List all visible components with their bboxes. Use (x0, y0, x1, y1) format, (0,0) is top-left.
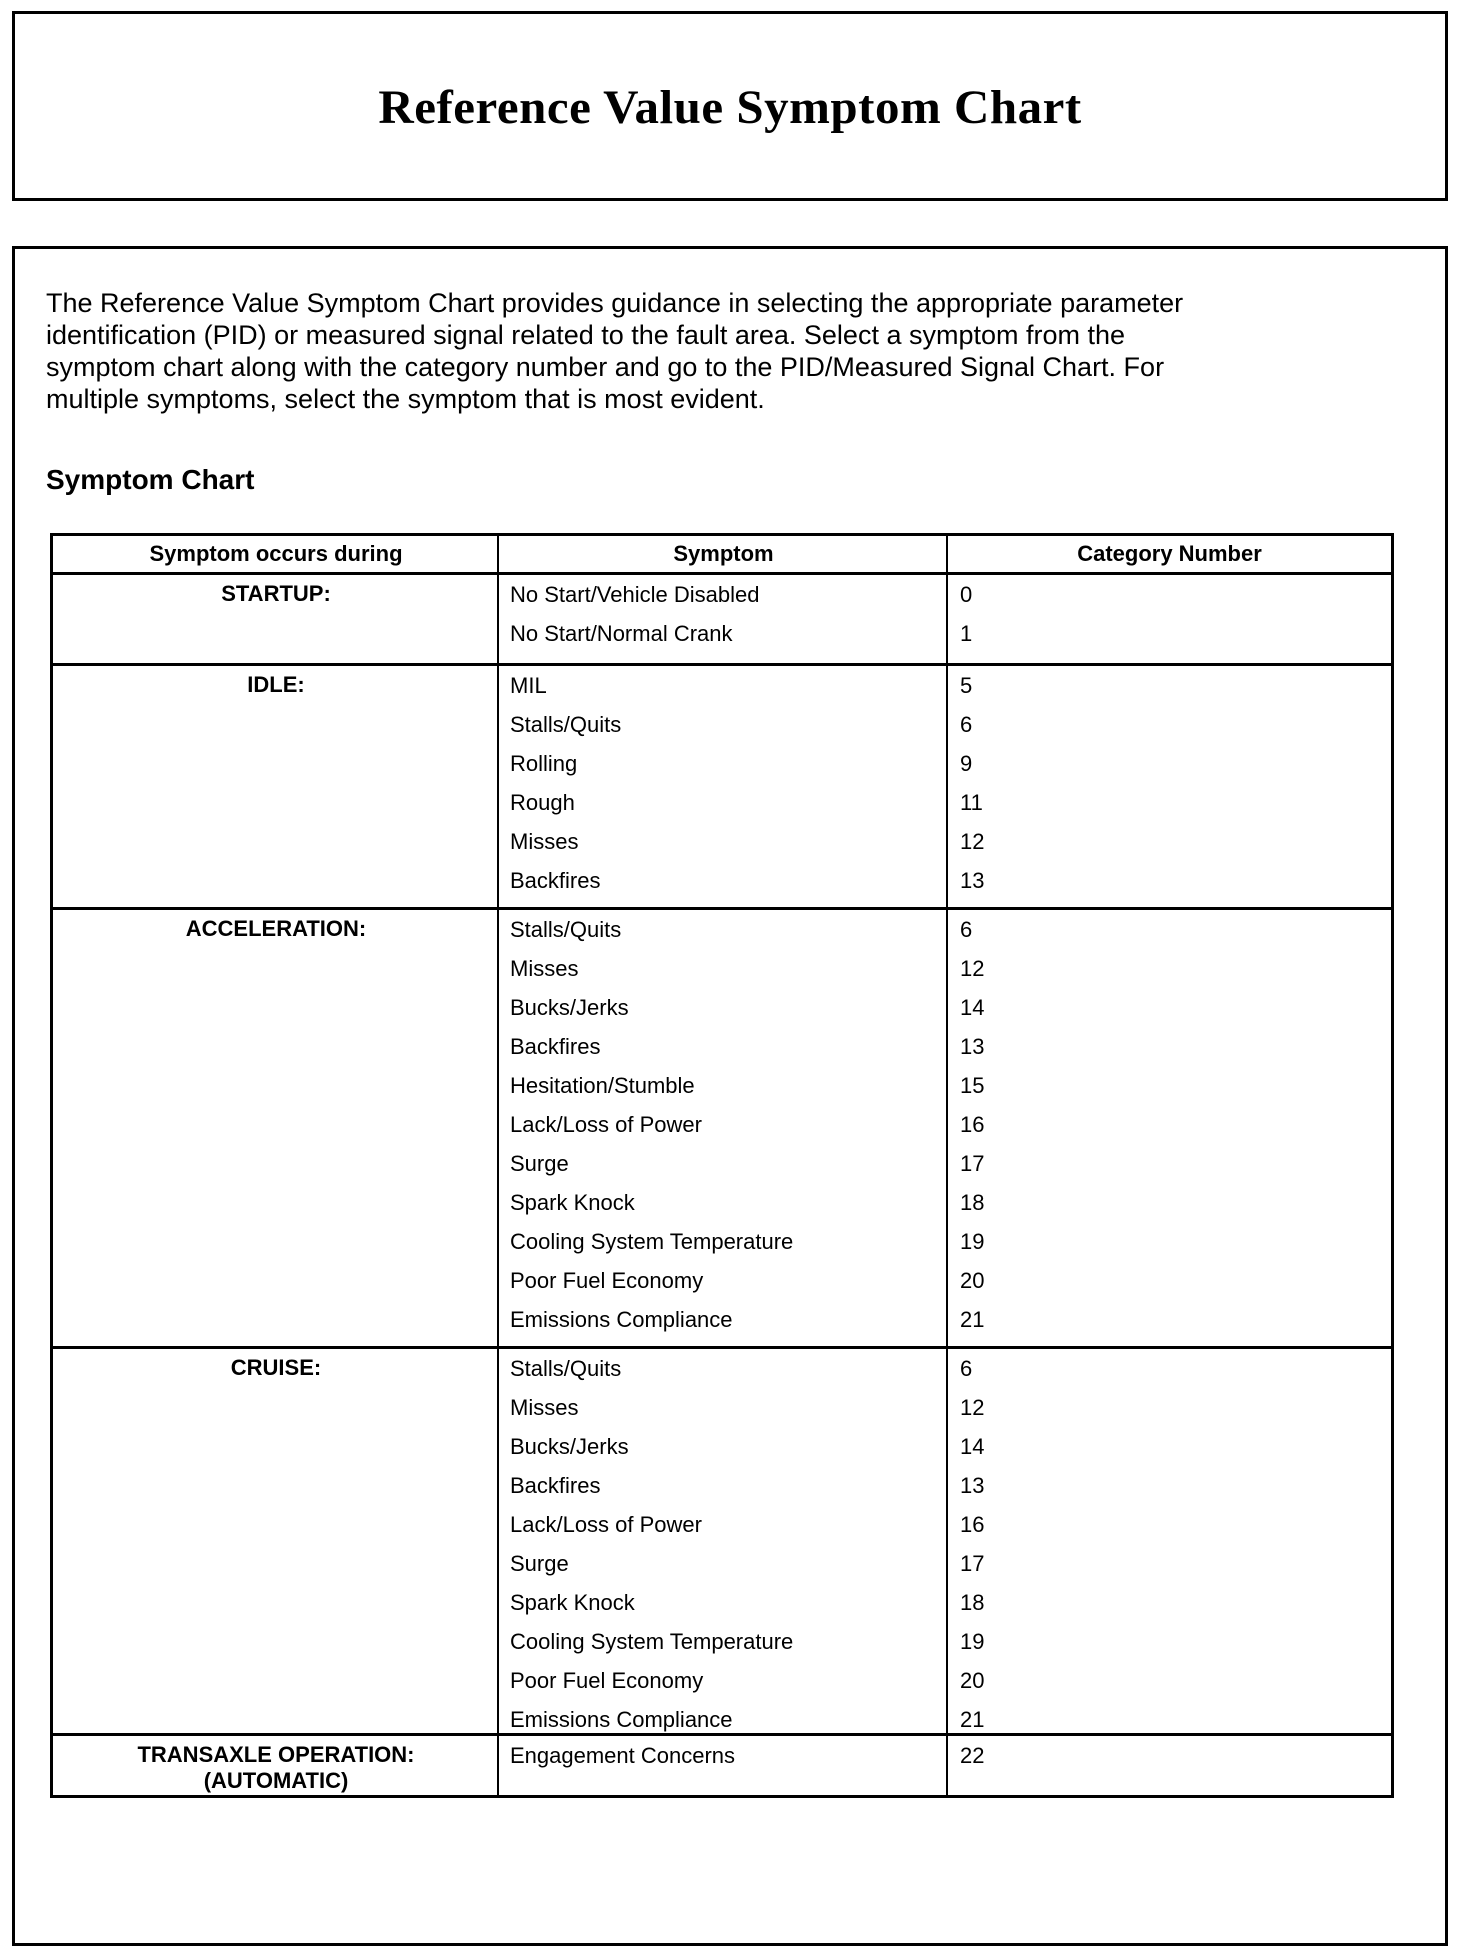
symptom-cell: Rolling (510, 751, 578, 776)
header-category-number: Category Number (1077, 541, 1262, 566)
table-row (53, 1354, 1391, 1393)
table-row (53, 1305, 1391, 1344)
symptom-cell: Backfires (510, 868, 601, 893)
category-cell: 22 (960, 1743, 985, 1768)
title-box (12, 11, 1448, 201)
table-row (53, 788, 1391, 827)
table-row (53, 671, 1391, 710)
symptom-cell: Poor Fuel Economy (510, 1668, 704, 1693)
category-cell: 18 (960, 1190, 985, 1215)
category-cell: 20 (960, 1268, 985, 1293)
symptom-cell: Bucks/Jerks (510, 1434, 629, 1459)
symptom-cell: Cooling System Temperature (510, 1229, 794, 1254)
table-row (53, 1266, 1391, 1305)
category-cell: 14 (960, 1434, 985, 1459)
table-row (53, 1666, 1391, 1705)
category-cell: 11 (960, 790, 983, 815)
symptom-cell: Misses (510, 1395, 579, 1420)
symptom-cell: Spark Knock (510, 1190, 635, 1215)
symptom-cell: No Start/Normal Crank (510, 621, 733, 646)
table-row (53, 1071, 1391, 1110)
table-row (53, 954, 1391, 993)
symptom-cell: Stalls/Quits (510, 917, 622, 942)
category-cell: 17 (960, 1551, 985, 1576)
symptom-cell: Stalls/Quits (510, 712, 622, 737)
intro-line: symptom chart along with the category number and go to the PID/Measured Signal Chart. For (46, 352, 1165, 382)
category-cell: 5 (960, 673, 973, 698)
table-row (53, 1471, 1391, 1510)
symptom-cell: Emissions Compliance (510, 1707, 733, 1732)
symptom-cell: Surge (510, 1551, 569, 1576)
category-cell: 17 (960, 1151, 985, 1176)
symptom-cell: Misses (510, 956, 579, 981)
category-cell: 0 (960, 582, 973, 607)
symptom-cell: Spark Knock (510, 1590, 635, 1615)
intro-line: The Reference Value Symptom Chart provides guidance in selecting the appropriate parameter (46, 288, 1184, 318)
table-row (53, 1110, 1391, 1149)
table-row (53, 993, 1391, 1032)
group-label-line: TRANSAXLE OPERATION: (137, 1742, 415, 1767)
category-cell: 18 (960, 1590, 985, 1615)
symptom-cell: Bucks/Jerks (510, 995, 629, 1020)
category-cell: 16 (960, 1112, 985, 1137)
table-header (53, 536, 1391, 575)
header-symptom: Symptom (673, 541, 774, 566)
category-cell: 21 (960, 1307, 985, 1332)
symptom-cell: No Start/Vehicle Disabled (510, 582, 760, 607)
category-cell: 9 (960, 751, 973, 776)
category-cell: 6 (960, 917, 973, 942)
intro-paragraph (46, 287, 1426, 415)
section-heading: Symptom Chart (46, 464, 255, 495)
table-row (53, 1149, 1391, 1188)
symptom-cell: Stalls/Quits (510, 1356, 622, 1381)
table-row (53, 1188, 1391, 1227)
table-row (53, 1588, 1391, 1627)
table-row (53, 1549, 1391, 1588)
category-cell: 14 (960, 995, 985, 1020)
symptom-cell: Engagement Concerns (510, 1743, 736, 1768)
table-row (53, 827, 1391, 866)
group-label: CRUISE: (230, 1355, 322, 1380)
category-cell: 21 (960, 1707, 985, 1732)
category-cell: 13 (960, 1473, 985, 1498)
category-cell: 19 (960, 1229, 985, 1254)
category-cell: 6 (960, 1356, 973, 1381)
category-cell: 6 (960, 712, 973, 737)
table-row (53, 749, 1391, 788)
group-label: IDLE: (247, 672, 305, 697)
table-row (53, 710, 1391, 749)
group-cruise (53, 1349, 1391, 1736)
intro-line: multiple symptoms, select the symptom that is most evident. (46, 384, 765, 414)
symptom-cell: Poor Fuel Economy (510, 1268, 704, 1293)
category-cell: 12 (960, 829, 985, 854)
category-cell: 13 (960, 868, 985, 893)
table-row (53, 1510, 1391, 1549)
symptom-cell: Rough (510, 790, 575, 815)
symptom-cell: Lack/Loss of Power (510, 1112, 702, 1137)
category-cell: 16 (960, 1512, 985, 1537)
category-cell: 19 (960, 1629, 985, 1654)
group-sublabel: (AUTOMATIC) (203, 1768, 349, 1793)
table-row (53, 1227, 1391, 1266)
group-acceleration (53, 910, 1391, 1349)
table-row (53, 866, 1391, 905)
symptom-table (50, 533, 1394, 1798)
symptom-cell: Misses (510, 829, 579, 854)
symptom-cell: Emissions Compliance (510, 1307, 733, 1332)
symptom-cell: Backfires (510, 1473, 601, 1498)
table-row (53, 1432, 1391, 1471)
table-row (53, 580, 1391, 619)
table-row (53, 915, 1391, 954)
content-box (12, 246, 1448, 1946)
page-title: Reference Value Symptom Chart (378, 81, 1082, 134)
category-cell: 13 (960, 1034, 985, 1059)
table-row (53, 619, 1391, 658)
group-label: STARTUP: (221, 581, 331, 606)
symptom-cell: MIL (510, 673, 547, 698)
table-row (53, 1741, 1391, 1780)
symptom-cell: Cooling System Temperature (510, 1629, 794, 1654)
symptom-cell: Backfires (510, 1034, 601, 1059)
header-symptom-occurs-during: Symptom occurs during (149, 541, 403, 566)
symptom-cell: Surge (510, 1151, 569, 1176)
category-cell: 15 (960, 1073, 985, 1098)
table-row (53, 1627, 1391, 1666)
category-cell: 1 (960, 621, 973, 646)
category-cell: 12 (960, 956, 985, 981)
symptom-cell: Hesitation/Stumble (510, 1073, 695, 1098)
table-row (53, 1032, 1391, 1071)
group-idle (53, 666, 1391, 910)
table-row (53, 1393, 1391, 1432)
category-cell: 20 (960, 1668, 985, 1693)
group-startup (53, 575, 1391, 666)
group-label: ACCELERATION: (185, 916, 367, 941)
category-cell: 12 (960, 1395, 985, 1420)
intro-line: identification (PID) or measured signal related to the fault area. Select a symptom from the (46, 320, 1126, 350)
symptom-cell: Lack/Loss of Power (510, 1512, 702, 1537)
group-transaxle (53, 1736, 1391, 1795)
